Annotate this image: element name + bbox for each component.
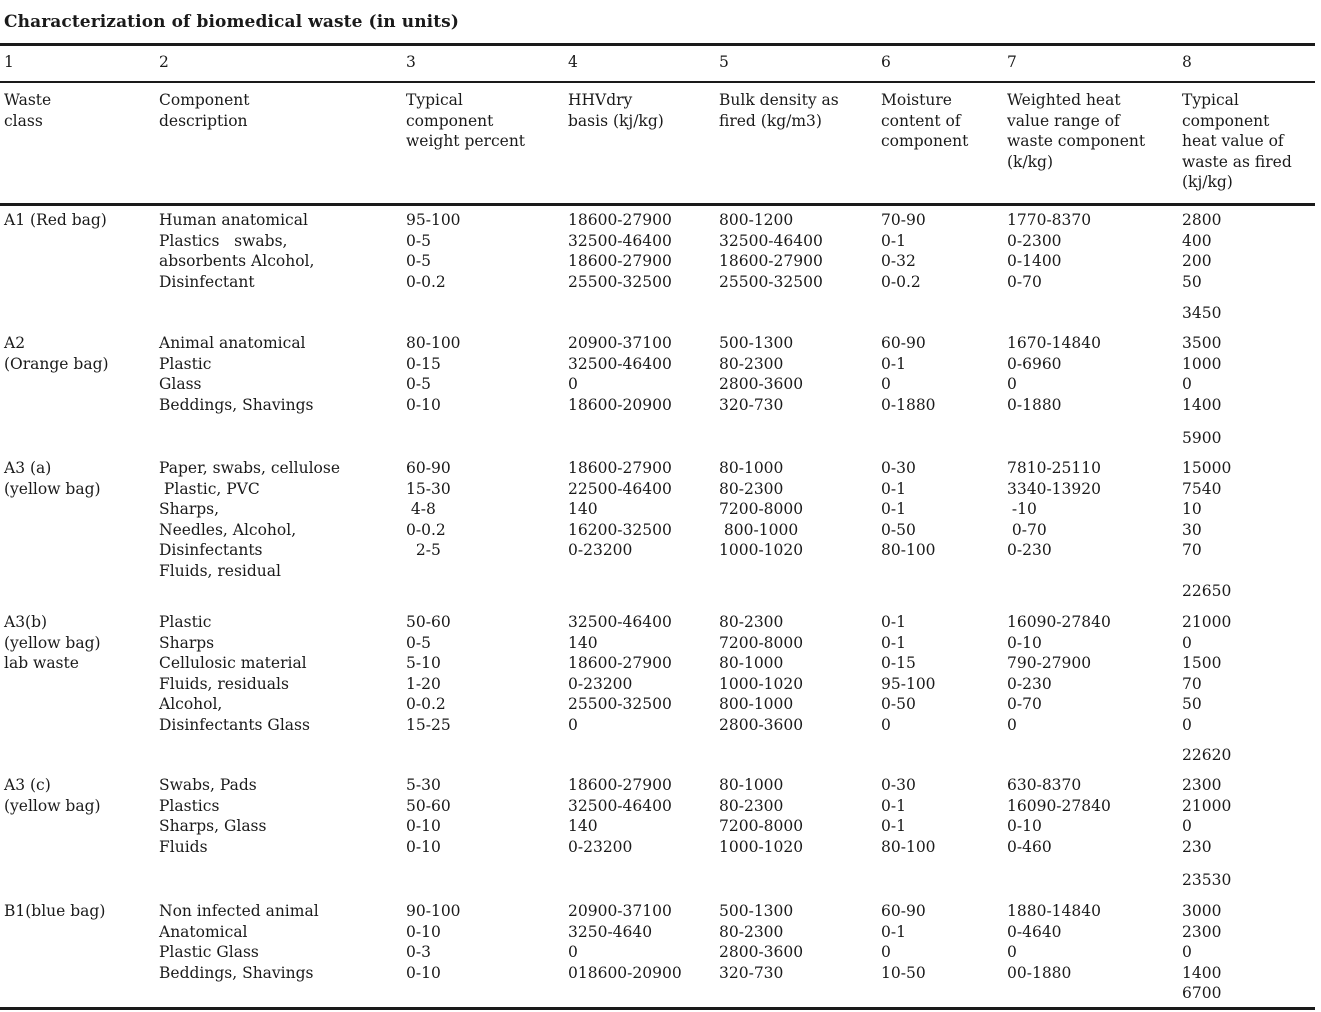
component-cell-line: Anatomical [159, 922, 248, 941]
weight-percent-cell-line: 50-60 [406, 796, 451, 815]
moisture-cell-line: 95-100 [881, 674, 936, 693]
moisture-cell-line: 0-1880 [881, 395, 936, 414]
column-number: 1 [4, 53, 14, 71]
column-header-line: value range of [1007, 111, 1120, 130]
weighted-heat-cell-line: 0-70 [1007, 695, 1042, 713]
weight-percent-cell-line: 15-30 [406, 479, 451, 498]
weighted-heat-cell-line: 1670-14840 [1007, 334, 1101, 352]
column-number: 2 [159, 53, 169, 71]
weighted-heat-cell-line: 0-1880 [1007, 395, 1062, 414]
typical-heat-cell-line: 21000 [1182, 613, 1232, 631]
moisture-cell-line: 0 [881, 715, 891, 734]
weighted-heat-cell-line: 0-460 [1007, 837, 1052, 856]
weighted-heat-cell [1007, 458, 1101, 561]
hhv-cell-line: 20900-37100 [568, 902, 672, 920]
component-cell-line: Alcohol, [159, 695, 223, 713]
weight-percent-cell [406, 210, 461, 292]
hhv-cell-line: 25500-32500 [568, 272, 672, 291]
bulk-density-cell [719, 210, 823, 292]
typical-heat-cell-line: 2300 [1182, 776, 1222, 794]
bulk-density-cell-line: 18600-27900 [719, 252, 823, 270]
column-number: 8 [1182, 53, 1192, 71]
column-header-line: waste component [1007, 132, 1146, 150]
weight-percent-cell-line: 2-5 [406, 541, 441, 559]
hhv-cell [568, 458, 672, 561]
component-cell-line: Non infected animal [159, 902, 319, 920]
weight-percent-cell-line: 15-25 [406, 715, 451, 734]
component-cell-line: Swabs, Pads [159, 776, 257, 794]
column-header-line: class [4, 111, 43, 130]
hhv-cell-line: 3250-4640 [568, 922, 653, 941]
component-cell-line: Fluids, residual [159, 561, 281, 580]
component-cell-line: Needles, Alcohol, [159, 520, 297, 539]
weighted-heat-cell-line: 0-230 [1007, 674, 1052, 693]
hhv-cell [568, 210, 672, 292]
weight-percent-cell [406, 901, 461, 983]
column-header-line: component [1182, 111, 1270, 130]
waste-class-cell-line: (yellow bag) [4, 479, 101, 498]
weighted-heat-cell [1007, 210, 1091, 292]
component-cell-line: Human anatomical [159, 211, 308, 229]
bulk-density-cell [719, 901, 803, 983]
waste-class-cell-line: A3(b) [4, 613, 48, 631]
weight-percent-cell-line: 5-30 [406, 776, 441, 794]
weighted-heat-cell-line: 7810-25110 [1007, 459, 1101, 477]
typical-heat-cell-line: 1400 [1182, 963, 1222, 982]
bulk-density-cell-line: 7200-8000 [719, 817, 804, 835]
typical-heat-cell-line: 30 [1182, 520, 1202, 539]
group-total: 22620 [1182, 746, 1232, 764]
moisture-cell-line: 0-1 [881, 500, 906, 518]
weighted-heat-cell-line: -10 [1007, 500, 1037, 518]
moisture-cell [881, 458, 936, 561]
moisture-cell-line: 80-100 [881, 541, 936, 559]
typical-heat-cell [1182, 775, 1231, 857]
moisture-cell-line: 70-90 [881, 211, 926, 229]
bulk-density-cell-line: 1000-1020 [719, 674, 804, 693]
typical-heat-cell-line: 70 [1182, 541, 1202, 559]
typical-heat-cell-line: 3000 [1182, 902, 1222, 920]
typical-heat-cell-line: 0 [1182, 943, 1192, 961]
bulk-density-cell [719, 333, 803, 415]
bulk-density-cell-line: 2800-3600 [719, 943, 804, 961]
weighted-heat-cell-line: 0-4640 [1007, 922, 1062, 941]
weighted-heat-cell-line: 0 [1007, 943, 1017, 961]
hhv-cell-line: 0-23200 [568, 541, 633, 559]
moisture-cell-line: 0 [881, 375, 891, 393]
moisture-cell-line: 0 [881, 943, 891, 961]
typical-heat-cell-line: 21000 [1182, 796, 1232, 815]
component-cell-line: Animal anatomical [159, 334, 306, 352]
weighted-heat-cell [1007, 775, 1111, 857]
moisture-cell-line: 0-1 [881, 796, 906, 815]
weight-percent-cell-line: 4-8 [406, 500, 436, 518]
weighted-heat-cell-line: 1880-14840 [1007, 902, 1101, 920]
bulk-density-cell-line: 1000-1020 [719, 541, 804, 559]
column-header-line: Weighted heat [1007, 91, 1121, 109]
weight-percent-cell-line: 0-5 [406, 375, 431, 393]
component-cell-line: Fluids, residuals [159, 674, 289, 693]
weight-percent-cell-line: 0-3 [406, 943, 431, 961]
waste-class-cell-line: A3 (c) [4, 776, 51, 794]
waste-class-cell-line: A1 (Red bag) [4, 211, 107, 229]
component-cell [159, 210, 314, 292]
moisture-cell-line: 10-50 [881, 963, 926, 982]
component-cell-line: Plastic Glass [159, 943, 259, 961]
weight-percent-cell-line: 0-0.2 [406, 272, 446, 291]
weight-percent-cell-line: 0-0.2 [406, 520, 446, 539]
column-header-line: (kj/kg) [1182, 173, 1233, 191]
moisture-cell-line: 0-32 [881, 252, 916, 270]
moisture-cell-line: 0-30 [881, 776, 916, 794]
bulk-density-cell-line: 25500-32500 [719, 272, 823, 291]
hhv-cell-line: 18600-27900 [568, 776, 672, 794]
column-number: 7 [1007, 53, 1017, 71]
column-header-line: HHVdry [568, 91, 633, 109]
weight-percent-cell-line: 80-100 [406, 334, 461, 352]
waste-class-cell [4, 901, 105, 922]
bulk-density-cell-line: 80-2300 [719, 613, 784, 631]
moisture-cell [881, 612, 936, 735]
weight-percent-cell [406, 333, 461, 415]
component-cell-line: Glass [159, 375, 202, 393]
typical-heat-cell-line: 2800 [1182, 211, 1222, 229]
group-total: 23530 [1182, 871, 1232, 889]
column-number: 5 [719, 53, 729, 71]
component-cell-line: Paper, swabs, cellulose [159, 459, 340, 477]
column-header-line: fired (kg/m3) [719, 111, 822, 130]
weight-percent-cell-line: 0-15 [406, 354, 441, 373]
hhv-cell-line: 140 [568, 633, 598, 652]
hhv-cell-line: 18600-27900 [568, 211, 672, 229]
moisture-cell [881, 901, 926, 983]
component-cell-line: Plastics [159, 796, 220, 815]
weight-percent-cell-line: 90-100 [406, 902, 461, 920]
bulk-density-cell-line: 7200-8000 [719, 500, 804, 518]
weighted-heat-cell-line: 0-70 [1007, 272, 1042, 291]
weight-percent-cell-line: 60-90 [406, 459, 451, 477]
hhv-cell-line: 18600-20900 [568, 395, 672, 414]
bulk-density-cell-line: 320-730 [719, 395, 784, 414]
moisture-cell-line: 80-100 [881, 837, 936, 856]
weight-percent-cell-line: 0-10 [406, 963, 441, 982]
bulk-density-cell-line: 500-1300 [719, 334, 794, 352]
component-cell-line: Disinfectants Glass [159, 715, 310, 734]
typical-heat-cell-line: 6700 [1182, 984, 1222, 1002]
typical-heat-cell [1182, 458, 1231, 561]
component-cell-line: Plastics swabs, [159, 231, 288, 250]
column-header [159, 90, 250, 131]
bulk-density-cell-line: 800-1000 [719, 695, 794, 713]
column-header-line: (k/kg) [1007, 152, 1054, 171]
column-header [1182, 90, 1292, 193]
waste-class-cell [4, 612, 101, 674]
weight-percent-cell-line: 95-100 [406, 211, 461, 229]
weighted-heat-cell-line: 0-1400 [1007, 252, 1062, 270]
bulk-density-cell-line: 80-1000 [719, 654, 784, 672]
moisture-cell-line: 0-1 [881, 922, 906, 941]
column-header-line: component [881, 132, 969, 150]
column-header-line: heat value of [1182, 132, 1284, 150]
typical-heat-cell-line: 50 [1182, 695, 1202, 713]
group-total: 3450 [1182, 304, 1222, 322]
component-cell-line: Beddings, Shavings [159, 963, 314, 982]
typical-heat-cell [1182, 901, 1221, 1004]
weighted-heat-cell [1007, 612, 1111, 735]
weight-percent-cell-line: 0-10 [406, 837, 441, 856]
column-number: 4 [568, 53, 578, 71]
hhv-cell-line: 18600-27900 [568, 654, 672, 672]
bulk-density-cell-line: 80-1000 [719, 459, 784, 477]
component-cell-line: Sharps, [159, 500, 220, 518]
hhv-cell-line: 140 [568, 500, 598, 518]
typical-heat-cell-line: 7540 [1182, 479, 1222, 498]
weight-percent-cell-line: 0-5 [406, 231, 431, 250]
typical-heat-cell-line: 3500 [1182, 334, 1222, 352]
waste-class-cell [4, 458, 101, 499]
typical-heat-cell-line: 15000 [1182, 459, 1232, 477]
bulk-density-cell-line: 80-2300 [719, 354, 784, 373]
hhv-cell-line: 140 [568, 817, 598, 835]
component-cell-line: Disinfectant [159, 272, 255, 291]
weight-percent-cell-line: 0-0.2 [406, 695, 446, 713]
moisture-cell-line: 60-90 [881, 902, 926, 920]
weight-percent-cell [406, 612, 451, 735]
weighted-heat-cell-line: 0 [1007, 375, 1017, 393]
typical-heat-cell-line: 1000 [1182, 354, 1222, 373]
waste-class-cell-line: A3 (a) [4, 459, 52, 477]
typical-heat-cell-line: 50 [1182, 272, 1202, 291]
moisture-cell [881, 333, 936, 415]
moisture-cell-line: 0-1 [881, 817, 906, 835]
hhv-cell-line: 18600-27900 [568, 459, 672, 477]
weight-percent-cell-line: 0-5 [406, 633, 431, 652]
moisture-cell-line: 60-90 [881, 334, 926, 352]
typical-heat-cell [1182, 333, 1221, 415]
hhv-cell-line: 0-23200 [568, 674, 633, 693]
group-total: 22650 [1182, 582, 1232, 600]
component-cell-line: Cellulosic material [159, 654, 307, 672]
typical-heat-cell-line: 400 [1182, 231, 1212, 250]
moisture-cell-line: 0-1 [881, 354, 906, 373]
column-header-line: Bulk density as [719, 91, 839, 109]
table-bottom-rule [0, 1007, 1315, 1010]
typical-heat-cell-line: 0 [1182, 715, 1192, 734]
column-number-rule [0, 81, 1315, 83]
hhv-cell-line: 32500-46400 [568, 613, 672, 631]
typical-heat-cell-line: 1400 [1182, 395, 1222, 414]
column-header [1007, 90, 1145, 172]
weight-percent-cell-line: 0-10 [406, 817, 441, 835]
column-header [568, 90, 664, 131]
component-cell-line: Sharps, Glass [159, 817, 267, 835]
component-cell-line: Fluids [159, 837, 208, 856]
moisture-cell-line: 0-1 [881, 479, 906, 498]
weighted-heat-cell-line: 16090-27840 [1007, 796, 1111, 815]
typical-heat-cell-line: 0 [1182, 375, 1192, 393]
hhv-cell-line: 32500-46400 [568, 796, 672, 815]
weight-percent-cell-line: 0-10 [406, 922, 441, 941]
waste-class-cell-line: lab waste [4, 654, 79, 672]
column-header [406, 90, 525, 152]
weighted-heat-cell-line: 0 [1007, 715, 1017, 734]
bulk-density-cell-line: 80-2300 [719, 479, 784, 498]
group-total: 5900 [1182, 429, 1222, 447]
column-header-line: description [159, 111, 248, 130]
waste-class-cell [4, 775, 101, 816]
bulk-density-cell-line: 800-1000 [719, 520, 799, 539]
weight-percent-cell-line: 0-10 [406, 395, 441, 414]
column-header [881, 90, 968, 152]
column-header-line: Waste [4, 91, 52, 109]
hhv-cell-line: 32500-46400 [568, 231, 672, 250]
weighted-heat-cell-line: 790-27900 [1007, 654, 1092, 672]
component-cell-line: Sharps [159, 633, 215, 652]
weighted-heat-cell-line: 3340-13920 [1007, 479, 1101, 498]
column-header-line: basis (kj/kg) [568, 111, 664, 130]
weighted-heat-cell-line: 0-6960 [1007, 354, 1062, 373]
component-cell [159, 775, 266, 857]
weighted-heat-cell-line: 630-8370 [1007, 776, 1082, 794]
column-number: 6 [881, 53, 891, 71]
component-cell-line: Plastic [159, 613, 212, 631]
component-cell-line: absorbents Alcohol, [159, 252, 315, 270]
bulk-density-cell [719, 458, 803, 561]
bulk-density-cell-line: 800-1200 [719, 211, 794, 229]
component-cell-line: Disinfectants [159, 541, 263, 559]
moisture-cell-line: 0-15 [881, 654, 916, 672]
weighted-heat-cell-line: 0-230 [1007, 541, 1052, 559]
hhv-cell-line: 20900-37100 [568, 334, 672, 352]
column-header-line: Moisture [881, 91, 952, 109]
typical-heat-cell-line: 0 [1182, 633, 1192, 652]
typical-heat-cell-line: 10 [1182, 500, 1202, 518]
waste-class-cell-line: (Orange bag) [4, 354, 109, 373]
typical-heat-cell-line: 2300 [1182, 922, 1222, 941]
weighted-heat-cell-line: 0-10 [1007, 633, 1042, 652]
waste-class-cell-line: A2 [4, 334, 26, 352]
hhv-cell [568, 333, 672, 415]
column-header-line: Component [159, 91, 250, 109]
weight-percent-cell-line: 50-60 [406, 613, 451, 631]
column-header-line: Typical [1182, 91, 1239, 109]
waste-class-cell-line: (yellow bag) [4, 796, 101, 815]
component-cell-line: Beddings, Shavings [159, 395, 314, 414]
weighted-heat-cell-line: 00-1880 [1007, 963, 1072, 982]
column-header-line: Typical [406, 91, 463, 109]
header-bottom-rule [0, 203, 1315, 206]
waste-class-cell-line: (yellow bag) [4, 633, 101, 652]
hhv-cell-line: 16200-32500 [568, 520, 672, 539]
moisture-cell-line: 0-1 [881, 613, 906, 631]
moisture-cell-line: 0-1 [881, 231, 906, 250]
waste-class-cell [4, 333, 109, 374]
column-header-line: waste as fired [1182, 152, 1292, 171]
weighted-heat-cell-line: 0-70 [1007, 520, 1047, 539]
column-header-line: content of [881, 111, 961, 130]
hhv-cell-line: 0-23200 [568, 837, 633, 856]
moisture-cell-line: 0-30 [881, 459, 916, 477]
bulk-density-cell-line: 2800-3600 [719, 375, 804, 393]
hhv-cell-line: 32500-46400 [568, 354, 672, 373]
hhv-cell [568, 775, 672, 857]
component-cell [159, 458, 340, 581]
waste-class-cell [4, 210, 107, 231]
moisture-cell-line: 0-1 [881, 633, 906, 652]
typical-heat-cell [1182, 210, 1221, 292]
weighted-heat-cell-line: 16090-27840 [1007, 613, 1111, 631]
moisture-cell-line: 0-0.2 [881, 272, 921, 291]
bulk-density-cell-line: 320-730 [719, 963, 784, 982]
hhv-cell-line: 018600-20900 [568, 963, 682, 982]
hhv-cell-line: 0 [568, 943, 578, 961]
moisture-cell-line: 0-50 [881, 520, 916, 539]
typical-heat-cell-line: 1500 [1182, 654, 1222, 672]
weight-percent-cell-line: 1-20 [406, 674, 441, 693]
hhv-cell [568, 901, 682, 983]
component-cell-line: Plastic, PVC [159, 479, 260, 498]
component-cell [159, 612, 310, 735]
bulk-density-cell-line: 1000-1020 [719, 837, 804, 856]
bulk-density-cell-line: 32500-46400 [719, 231, 823, 250]
table-top-rule [0, 43, 1315, 46]
bulk-density-cell-line: 500-1300 [719, 902, 794, 920]
column-header-line: weight percent [406, 132, 526, 150]
component-cell-line: Plastic [159, 354, 212, 373]
hhv-cell [568, 612, 672, 735]
bulk-density-cell-line: 80-1000 [719, 776, 784, 794]
hhv-cell-line: 22500-46400 [568, 479, 672, 498]
bulk-density-cell-line: 80-2300 [719, 796, 784, 815]
bulk-density-cell-line: 80-2300 [719, 922, 784, 941]
weight-percent-cell-line: 0-5 [406, 252, 431, 270]
column-header [4, 90, 51, 131]
moisture-cell [881, 210, 926, 292]
column-header-line: component [406, 111, 494, 130]
moisture-cell-line: 0-50 [881, 695, 916, 713]
bulk-density-cell-line: 7200-8000 [719, 633, 804, 652]
weight-percent-cell-line: 5-10 [406, 654, 441, 672]
weighted-heat-cell [1007, 901, 1101, 983]
typical-heat-cell [1182, 612, 1231, 735]
weighted-heat-cell-line: 1770-8370 [1007, 211, 1092, 229]
moisture-cell [881, 775, 936, 857]
column-number: 3 [406, 53, 416, 71]
bulk-density-cell-line: 2800-3600 [719, 715, 804, 734]
component-cell [159, 901, 319, 983]
column-header [719, 90, 839, 131]
bulk-density-cell [719, 775, 803, 857]
weighted-heat-cell-line: 0-10 [1007, 817, 1042, 835]
waste-class-cell-line: B1(blue bag) [4, 902, 106, 920]
hhv-cell-line: 0 [568, 715, 578, 734]
weight-percent-cell [406, 458, 451, 561]
typical-heat-cell-line: 70 [1182, 674, 1202, 693]
hhv-cell-line: 18600-27900 [568, 252, 672, 270]
typical-heat-cell-line: 230 [1182, 837, 1212, 856]
hhv-cell-line: 0 [568, 375, 578, 393]
weighted-heat-cell-line: 0-2300 [1007, 231, 1062, 250]
typical-heat-cell-line: 0 [1182, 817, 1192, 835]
typical-heat-cell-line: 200 [1182, 252, 1212, 270]
component-cell [159, 333, 314, 415]
weight-percent-cell [406, 775, 451, 857]
hhv-cell-line: 25500-32500 [568, 695, 672, 713]
bulk-density-cell [719, 612, 803, 735]
table-title: Characterization of biomedical waste (in units) [4, 12, 459, 32]
weighted-heat-cell [1007, 333, 1101, 415]
